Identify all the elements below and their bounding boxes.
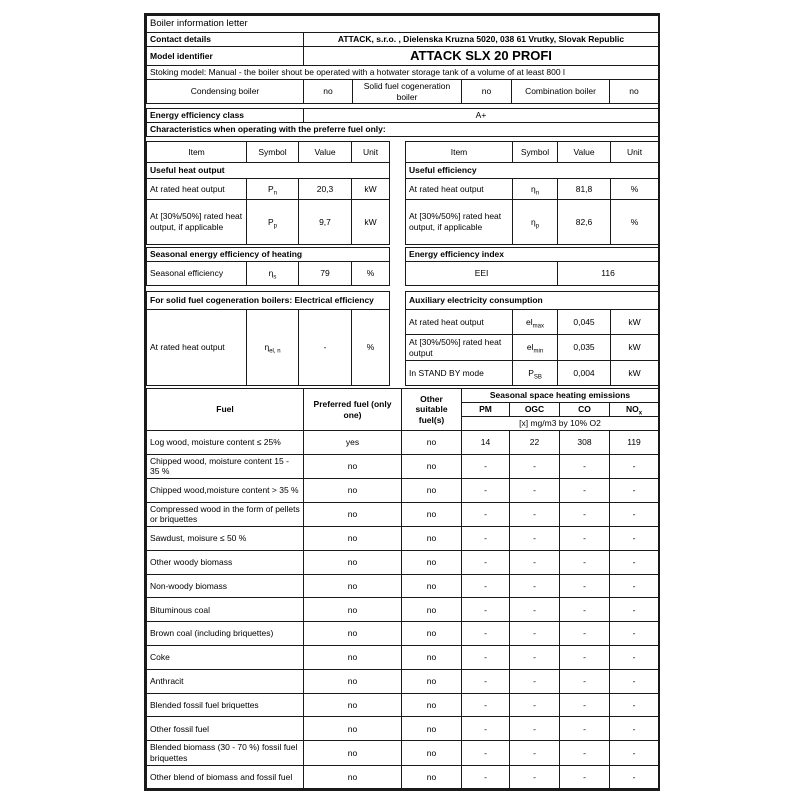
cell-fuel-name: Blended fossil fuel briquettes xyxy=(147,693,304,717)
cell-preferred-fuel: no xyxy=(304,454,402,478)
cell-value: 0,045 xyxy=(558,310,611,335)
fuel-row xyxy=(147,550,659,574)
cell-ogc-value: - xyxy=(510,717,560,741)
fuel-row xyxy=(147,765,659,789)
cell-fuel-name: Coke xyxy=(147,646,304,670)
table-row xyxy=(147,310,390,386)
fuel-rows-body xyxy=(147,431,659,789)
fuel-row xyxy=(147,527,659,551)
emissions-unit-note: [x] mg/m3 by 10% O2 xyxy=(462,417,659,431)
section-pair-1 xyxy=(146,141,658,245)
fuel-row xyxy=(147,598,659,622)
cell-unit: kW xyxy=(352,200,390,245)
seasonal-efficiency-table xyxy=(146,247,390,286)
fuel-row xyxy=(147,574,659,598)
identification-table xyxy=(146,15,659,80)
cell-pm-value: - xyxy=(462,454,510,478)
cell-preferred-fuel: no xyxy=(304,669,402,693)
table-row xyxy=(147,32,659,46)
section-title: Useful efficiency xyxy=(406,163,659,179)
table-row xyxy=(147,123,659,137)
fuel-row xyxy=(147,646,659,670)
energy-efficiency-class-label: Energy efficiency class xyxy=(147,109,304,123)
cell-unit: % xyxy=(352,310,390,386)
table-row xyxy=(147,109,659,123)
column-header-unit: Unit xyxy=(611,142,659,163)
cell-preferred-fuel: no xyxy=(304,550,402,574)
page-title: Boiler information letter xyxy=(147,16,659,33)
cell-co-value: - xyxy=(560,454,610,478)
cell-pm-value: - xyxy=(462,717,510,741)
cell-symbol: $\eta_p$ xyxy=(513,200,558,245)
efficiency-class-table xyxy=(146,108,659,137)
cell-pm-value: - xyxy=(462,646,510,670)
section-title: For solid fuel cogeneration boilers: Electrical efficiency xyxy=(147,292,390,310)
table-row xyxy=(147,46,659,65)
cell-co-value: - xyxy=(560,693,610,717)
cell-other-suitable-fuel: no xyxy=(402,479,462,503)
cell-fuel-name: Other woody biomass xyxy=(147,550,304,574)
cell-nox-value: - xyxy=(610,454,659,478)
cell-unit: % xyxy=(611,200,659,245)
cell-item: At rated heat output xyxy=(147,179,247,200)
cogeneration-boiler-label: Solid fuel cogeneration boiler xyxy=(353,80,462,104)
cell-pm-value: - xyxy=(462,693,510,717)
cell-item: At rated heat output xyxy=(406,310,513,335)
section-title-row xyxy=(406,163,659,179)
cell-pm-value: - xyxy=(462,502,510,526)
table-row xyxy=(406,361,659,386)
table-row xyxy=(147,179,390,200)
cogeneration-boiler-value: no xyxy=(462,80,512,104)
cell-value: - xyxy=(299,310,352,386)
cell-co-value: - xyxy=(560,598,610,622)
cell-symbol: $P_{SB}$ xyxy=(513,361,558,386)
cell-other-suitable-fuel: no xyxy=(402,717,462,741)
cell-ogc-value: - xyxy=(510,550,560,574)
fuel-row xyxy=(147,693,659,717)
characteristics-note: Characteristics when operating with the preferre fuel only: xyxy=(147,123,659,137)
cell-pm-value: - xyxy=(462,622,510,646)
cell-nox-value: - xyxy=(610,646,659,670)
cell-symbol: $P_n$ xyxy=(247,179,299,200)
cell-ogc-value: 22 xyxy=(510,431,560,455)
cell-fuel-name: Non-woody biomass xyxy=(147,574,304,598)
cell-ogc-value: - xyxy=(510,669,560,693)
cell-fuel-name: Other blend of biomass and fossil fuel xyxy=(147,765,304,789)
cell-unit: kW xyxy=(611,361,659,386)
cell-pm-value: - xyxy=(462,765,510,789)
cell-nox-value: - xyxy=(610,765,659,789)
cell-other-suitable-fuel: no xyxy=(402,502,462,526)
table-row xyxy=(406,335,659,361)
cell-preferred-fuel: yes xyxy=(304,431,402,455)
cell-other-suitable-fuel: no xyxy=(402,598,462,622)
cell-item: At [30%/50%] rated heat output, if applicable xyxy=(147,200,247,245)
cell-nox-value: - xyxy=(610,550,659,574)
cell-other-suitable-fuel: no xyxy=(402,669,462,693)
cell-ogc-value: - xyxy=(510,454,560,478)
table-header-row xyxy=(147,142,390,163)
cell-item: Seasonal efficiency xyxy=(147,262,247,286)
table-row xyxy=(147,262,390,286)
cell-other-suitable-fuel: no xyxy=(402,550,462,574)
cell-pm-value: - xyxy=(462,527,510,551)
cell-nox-value: - xyxy=(610,693,659,717)
cell-nox-value: - xyxy=(610,574,659,598)
cell-co-value: - xyxy=(560,574,610,598)
cell-preferred-fuel: no xyxy=(304,646,402,670)
cell-preferred-fuel: no xyxy=(304,622,402,646)
cell-preferred-fuel: no xyxy=(304,527,402,551)
cell-value: 0,035 xyxy=(558,335,611,361)
auxiliary-consumption-table xyxy=(405,291,659,386)
cell-co-value: - xyxy=(560,717,610,741)
column-header-item: Item xyxy=(406,142,513,163)
energy-efficiency-class-value: A+ xyxy=(304,109,659,123)
cell-fuel-name: Chipped wood,moisture content > 35 % xyxy=(147,479,304,503)
section-title: Seasonal energy efficiency of heating xyxy=(147,248,390,262)
cell-value: 20,3 xyxy=(299,179,352,200)
section-title-row xyxy=(406,248,659,262)
fuel-row xyxy=(147,741,659,765)
fuel-row xyxy=(147,502,659,526)
column-header-value: Value xyxy=(558,142,611,163)
cell-ogc-value: - xyxy=(510,741,560,765)
cell-fuel-name: Other fossil fuel xyxy=(147,717,304,741)
cell-symbol: $\eta_{el, n}$ xyxy=(247,310,299,386)
cell-symbol: $el_{min}$ xyxy=(513,335,558,361)
cell-pm-value: - xyxy=(462,479,510,503)
cell-ogc-value: - xyxy=(510,765,560,789)
cell-fuel-name: Chipped wood, moisture content 15 - 35 % xyxy=(147,454,304,478)
column-header-preferred-fuel: Preferred fuel (only one) xyxy=(304,389,402,431)
cell-pm-value: 14 xyxy=(462,431,510,455)
table-row xyxy=(406,179,659,200)
cell-other-suitable-fuel: no xyxy=(402,741,462,765)
cell-item: At rated heat output xyxy=(406,179,513,200)
cell-value: 81,8 xyxy=(558,179,611,200)
table-header-row xyxy=(406,142,659,163)
cell-nox-value: - xyxy=(610,669,659,693)
cell-pm-value: - xyxy=(462,550,510,574)
section-title: Energy efficiency index xyxy=(406,248,659,262)
section-title-row xyxy=(147,248,390,262)
cell-value: 79 xyxy=(299,262,352,286)
cell-ogc-value: - xyxy=(510,479,560,503)
cell-nox-value: - xyxy=(610,527,659,551)
cell-other-suitable-fuel: no xyxy=(402,431,462,455)
fuel-row xyxy=(147,479,659,503)
cell-unit: kW xyxy=(611,335,659,361)
cell-other-suitable-fuel: no xyxy=(402,765,462,789)
cell-co-value: 308 xyxy=(560,431,610,455)
cell-preferred-fuel: no xyxy=(304,765,402,789)
cell-item: At [30%/50%] rated heat output xyxy=(406,335,513,361)
condensing-boiler-label: Condensing boiler xyxy=(147,80,304,104)
column-header-fuel: Fuel xyxy=(147,389,304,431)
fuel-row xyxy=(147,454,659,478)
table-row xyxy=(406,200,659,245)
cell-co-value: - xyxy=(560,622,610,646)
cell-ogc-value: - xyxy=(510,598,560,622)
cell-preferred-fuel: no xyxy=(304,598,402,622)
fuel-emissions-table xyxy=(146,388,659,789)
cell-ogc-value: - xyxy=(510,527,560,551)
cell-value: 9,7 xyxy=(299,200,352,245)
table-row xyxy=(147,66,659,80)
cell-nox-value: - xyxy=(610,741,659,765)
cell-unit: kW xyxy=(611,310,659,335)
cell-fuel-name: Anthracit xyxy=(147,669,304,693)
cell-nox-value: - xyxy=(610,598,659,622)
cell-ogc-value: - xyxy=(510,693,560,717)
cell-preferred-fuel: no xyxy=(304,741,402,765)
section-title: Useful heat output xyxy=(147,163,390,179)
electrical-efficiency-table xyxy=(146,291,390,386)
eei-value: 116 xyxy=(558,262,659,286)
cell-preferred-fuel: no xyxy=(304,502,402,526)
cell-ogc-value: - xyxy=(510,646,560,670)
cell-fuel-name: Compressed wood in the form of pellets or briquettes xyxy=(147,502,304,526)
cell-co-value: - xyxy=(560,646,610,670)
cell-preferred-fuel: no xyxy=(304,693,402,717)
cell-pm-value: - xyxy=(462,669,510,693)
cell-preferred-fuel: no xyxy=(304,717,402,741)
cell-co-value: - xyxy=(560,550,610,574)
cell-co-value: - xyxy=(560,765,610,789)
cell-symbol: $P_p$ xyxy=(247,200,299,245)
column-header-value: Value xyxy=(299,142,352,163)
cell-symbol: $el_{max}$ xyxy=(513,310,558,335)
combination-boiler-value: no xyxy=(610,80,659,104)
section-pair-2 xyxy=(146,247,658,286)
useful-efficiency-table xyxy=(405,141,659,245)
cell-preferred-fuel: no xyxy=(304,479,402,503)
table-row xyxy=(147,80,659,104)
cell-co-value: - xyxy=(560,479,610,503)
section-pair-3 xyxy=(146,291,658,386)
cell-ogc-value: - xyxy=(510,502,560,526)
cell-co-value: - xyxy=(560,669,610,693)
cell-fuel-name: Log wood, moisture content ≤ 25% xyxy=(147,431,304,455)
useful-heat-output-table xyxy=(146,141,390,245)
cell-pm-value: - xyxy=(462,574,510,598)
cell-ogc-value: - xyxy=(510,622,560,646)
cell-nox-value: 119 xyxy=(610,431,659,455)
section-title-row xyxy=(406,292,659,310)
cell-co-value: - xyxy=(560,527,610,551)
cell-co-value: - xyxy=(560,741,610,765)
column-header-symbol: Symbol xyxy=(247,142,299,163)
column-header-co: CO xyxy=(560,403,610,417)
table-header-row xyxy=(147,389,659,403)
cell-co-value: - xyxy=(560,502,610,526)
column-header-unit: Unit xyxy=(352,142,390,163)
section-title: Auxiliary electricity consumption xyxy=(406,292,659,310)
fuel-row xyxy=(147,669,659,693)
cell-nox-value: - xyxy=(610,479,659,503)
energy-efficiency-index-table xyxy=(405,247,659,286)
model-identifier-value: ATTACK SLX 20 PROFI xyxy=(304,46,659,65)
cell-unit: % xyxy=(352,262,390,286)
cell-other-suitable-fuel: no xyxy=(402,693,462,717)
section-title-row xyxy=(147,163,390,179)
contact-details-value: ATTACK, s.r.o. , Dielenska Kruzna 5020, 038 61 Vrutky, Slovak Republic xyxy=(304,32,659,46)
cell-nox-value: - xyxy=(610,622,659,646)
contact-details-label: Contact details xyxy=(147,32,304,46)
cell-symbol: $\eta_s$ xyxy=(247,262,299,286)
table-row xyxy=(147,200,390,245)
cell-ogc-value: - xyxy=(510,574,560,598)
table-row xyxy=(406,262,659,286)
cell-pm-value: - xyxy=(462,598,510,622)
condensing-boiler-value: no xyxy=(304,80,353,104)
table-row xyxy=(147,16,659,33)
boiler-type-table xyxy=(146,79,659,104)
cell-fuel-name: Bituminous coal xyxy=(147,598,304,622)
boiler-information-letter xyxy=(144,13,660,791)
column-header-nox: $NO_x$ xyxy=(610,403,659,417)
cell-item: At [30%/50%] rated heat output, if applicable xyxy=(406,200,513,245)
cell-value: 0,004 xyxy=(558,361,611,386)
cell-item: At rated heat output xyxy=(147,310,247,386)
cell-value: 82,6 xyxy=(558,200,611,245)
cell-other-suitable-fuel: no xyxy=(402,622,462,646)
combination-boiler-label: Combination boiler xyxy=(512,80,610,104)
emissions-title: Seasonal space heating emissions xyxy=(462,389,659,403)
cell-fuel-name: Sawdust, moisure ≤ 50 % xyxy=(147,527,304,551)
cell-other-suitable-fuel: no xyxy=(402,646,462,670)
cell-other-suitable-fuel: no xyxy=(402,454,462,478)
eei-label: EEI xyxy=(406,262,558,286)
cell-preferred-fuel: no xyxy=(304,574,402,598)
section-title-row xyxy=(147,292,390,310)
model-identifier-label: Model identifier xyxy=(147,46,304,65)
cell-fuel-name: Blended biomass (30 - 70 %) fossil fuel briquettes xyxy=(147,741,304,765)
fuel-table-header xyxy=(147,389,659,431)
column-header-ogc: OGC xyxy=(510,403,560,417)
cell-fuel-name: Brown coal (including briquettes) xyxy=(147,622,304,646)
cell-nox-value: - xyxy=(610,502,659,526)
column-header-other-fuel: Other suitable fuel(s) xyxy=(402,389,462,431)
column-header-item: Item xyxy=(147,142,247,163)
column-header-pm: PM xyxy=(462,403,510,417)
table-row xyxy=(406,310,659,335)
column-header-symbol: Symbol xyxy=(513,142,558,163)
stoking-model-note: Stoking model: Manual - the boiler shout be operated with a hotwater storage tank of a volume of at least 800 l xyxy=(147,66,659,80)
cell-pm-value: - xyxy=(462,741,510,765)
fuel-row xyxy=(147,622,659,646)
cell-unit: kW xyxy=(352,179,390,200)
fuel-row xyxy=(147,431,659,455)
cell-symbol: $\eta_n$ xyxy=(513,179,558,200)
cell-nox-value: - xyxy=(610,717,659,741)
cell-other-suitable-fuel: no xyxy=(402,574,462,598)
cell-item: In STAND BY mode xyxy=(406,361,513,386)
cell-unit: % xyxy=(611,179,659,200)
cell-other-suitable-fuel: no xyxy=(402,527,462,551)
fuel-row xyxy=(147,717,659,741)
